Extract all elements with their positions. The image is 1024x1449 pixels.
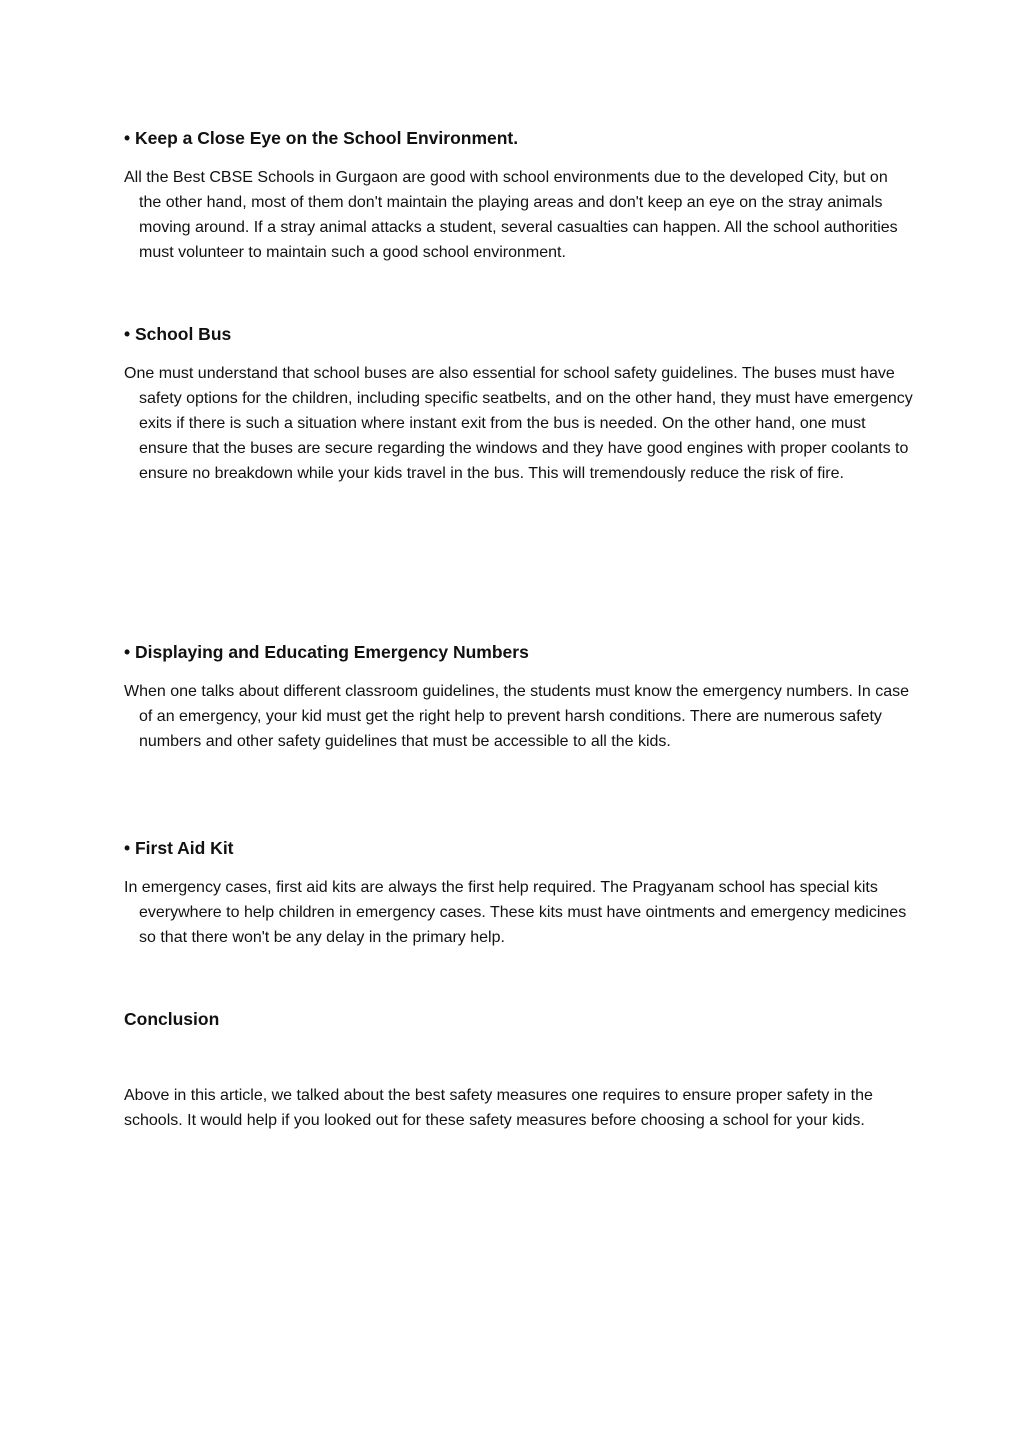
section-paragraph: All the Best CBSE Schools in Gurgaon are good with school environments due to the developed City, but on the other hand, most of them don't maintain the playing areas and don't keep an eye on the stray animals moving around. If a stray animal attacks a student, several casualties can happen. All the school authorities must volunteer to maintain such a good school environment. xyxy=(124,169,898,261)
conclusion-paragraph: Above in this article, we talked about the best safety measures one requires to ensure proper safety in the schools. It would help if you looked out for these safety measures before choosing a school for your kids. xyxy=(124,1087,873,1129)
section-paragraph: In emergency cases, first aid kits are always the first help required. The Pragyanam school has special kits everywhere to help children in emergency cases. These kits must have ointments and emergency medicines so that there won't be any delay in the primary help. xyxy=(124,879,907,946)
section-heading: • School Bus xyxy=(124,324,232,344)
conclusion-heading: Conclusion xyxy=(124,1009,220,1029)
conclusion-body-block xyxy=(124,1083,914,1133)
section-first-aid-kit-body xyxy=(124,875,914,950)
section-emergency-numbers xyxy=(124,640,914,665)
section-heading: • First Aid Kit xyxy=(124,838,234,858)
section-heading: • Keep a Close Eye on the School Environment. xyxy=(124,128,519,148)
section-heading: • Displaying and Educating Emergency Numbers xyxy=(124,642,529,662)
section-school-bus-body xyxy=(124,361,914,486)
section-paragraph: One must understand that school buses are also essential for school safety guidelines. The buses must have safety options for the children, including specific seatbelts, and on the other hand, they must have emergency exits if there is such a situation where instant exit from the bus is needed. On the other hand, one must ensure that the buses are secure regarding the windows and they have good engines with proper coolants to ensure no breakdown while your kids travel in the bus. This will tremendously reduce the risk of fire. xyxy=(124,365,913,482)
section-school-environment-body xyxy=(124,165,914,265)
conclusion-section xyxy=(124,1007,914,1032)
section-paragraph: When one talks about different classroom guidelines, the students must know the emergency numbers. In case of an emergency, your kid must get the right help to prevent harsh conditions. There are numerous safety numbers and other safety guidelines that must be accessible to all the kids. xyxy=(124,683,910,750)
section-school-environment xyxy=(124,126,914,151)
section-emergency-numbers-body xyxy=(124,679,914,754)
section-school-bus xyxy=(124,322,914,347)
section-first-aid-kit xyxy=(124,836,914,861)
